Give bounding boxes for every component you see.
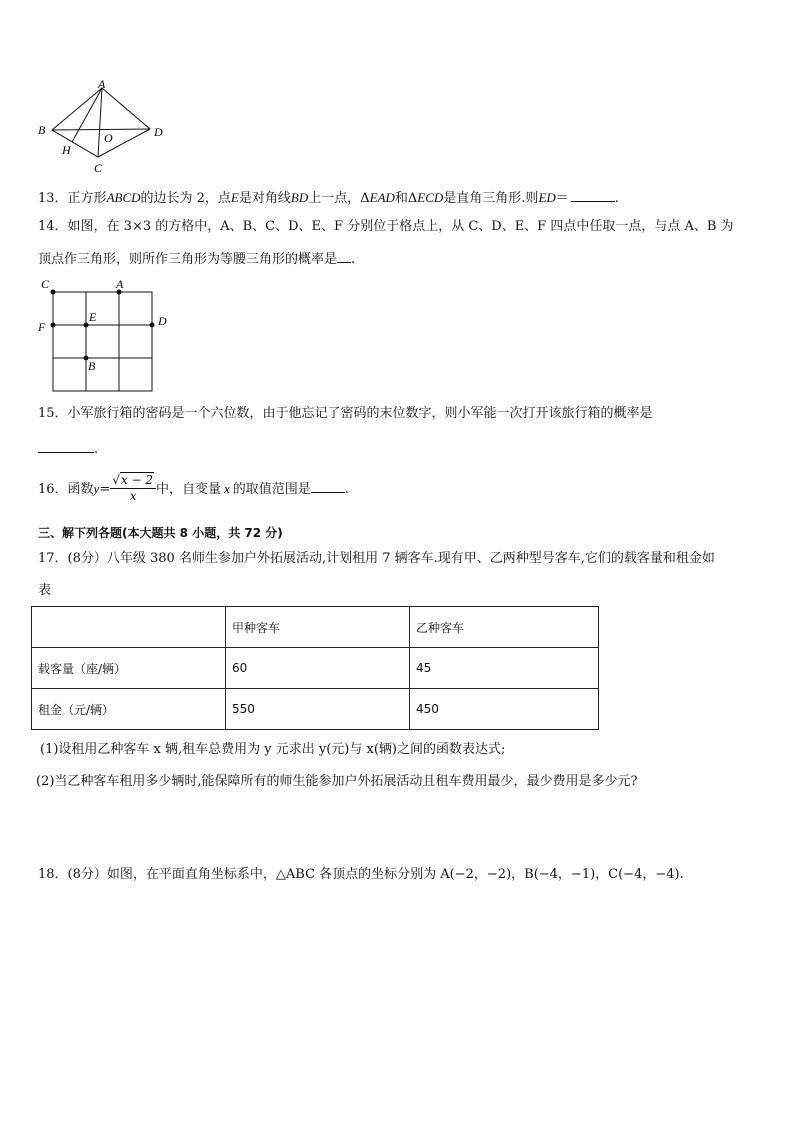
q16-text: 16．函数 <box>38 482 94 497</box>
q13-text: 和Δ <box>394 191 418 206</box>
point-f <box>51 323 56 328</box>
q13-var-e: E <box>230 190 239 205</box>
q13-var-bd: BD <box>290 190 309 205</box>
q13-var-ead: EAD <box>369 190 395 205</box>
grid-outline <box>53 292 152 391</box>
table-cell <box>32 607 226 648</box>
label-e: E <box>89 310 97 324</box>
q16-equals: = <box>99 482 111 497</box>
table-cell: 450 <box>410 689 599 730</box>
grid-figure <box>34 278 174 394</box>
table-row <box>32 648 599 689</box>
answer-blank[interactable] <box>337 248 351 263</box>
table-row <box>32 689 599 730</box>
table-cell: 60 <box>226 648 410 689</box>
q13-text: 是对角线 <box>238 191 291 206</box>
label-o: O <box>104 131 113 145</box>
q14-text: 顶点作三角形，则所作三角形为等腰三角形的概率是 <box>38 252 338 267</box>
sqrt-icon: √ <box>112 472 120 487</box>
label-a: A <box>98 78 106 91</box>
answer-blank[interactable] <box>311 478 345 493</box>
question-16 <box>38 474 349 505</box>
q13-var-abcd: ABCD <box>106 190 141 205</box>
label-b: B <box>38 123 46 137</box>
table-cell: 甲种客车 <box>226 607 410 648</box>
q16-denominator: x <box>129 488 137 503</box>
q13-end: . <box>614 191 619 206</box>
label-b: B <box>88 359 96 373</box>
diagonal-ac <box>98 88 102 157</box>
label-d: D <box>158 314 167 328</box>
q13-text: 是直角三角形.则 <box>443 191 539 206</box>
q16-end: . <box>344 482 349 497</box>
table-cell: 租金（元/辆） <box>32 689 226 730</box>
label-f: F <box>38 320 46 334</box>
diagonal-bd <box>52 129 150 130</box>
question-14-line-2 <box>38 248 355 269</box>
q16-var-x: x <box>224 481 230 496</box>
q13-var-ecd: ECD <box>417 190 444 205</box>
q14-end: . <box>351 252 356 267</box>
q13-number: 13． <box>38 191 68 206</box>
question-17-part-2: (2)当乙种客车租用多少辆时,能保障所有的师生能参加户外拓展活动且租车费用最少，最少费用是多少元? <box>36 774 638 789</box>
label-d: D <box>154 125 163 139</box>
label-a: A <box>116 278 124 291</box>
point-c <box>51 290 56 295</box>
label-c: C <box>94 161 103 175</box>
table-cell: 乙种客车 <box>410 607 599 648</box>
bus-table <box>31 606 599 730</box>
table-cell: 550 <box>226 689 410 730</box>
q16-text: 中，自变量 <box>155 482 221 497</box>
point-d <box>150 323 155 328</box>
question-14-line-1: 14．如图，在 3×3 的方格中，A、B、C、D、E、F 分别位于格点上，从 C、D、E、F 四点中任取一点，与点 A、B 为 <box>38 219 734 234</box>
table-cell: 45 <box>410 648 599 689</box>
q13-var-ed: ED <box>538 190 556 205</box>
point-e <box>84 323 89 328</box>
question-15-line-1: 15．小军旅行箱的密码是一个六位数，由于他忘记了密码的末位数字，则小军能一次打开该旅行箱的概率是 <box>38 406 653 421</box>
q16-var-y: y <box>93 481 100 496</box>
answer-blank[interactable] <box>571 187 615 202</box>
table-header-row <box>32 607 599 648</box>
question-15-line-2 <box>38 438 98 459</box>
rhombus-figure <box>34 78 174 176</box>
question-17-part-1: (1)设租用乙种客车 x 辆,租车总费用为 y 元求出 y(元)与 x(辆)之间的函数表达式; <box>40 742 506 757</box>
q13-text: 正方形 <box>67 191 107 206</box>
table-cell: 载客量（座/辆） <box>32 648 226 689</box>
q13-text: 的边长为 2，点 <box>140 191 231 206</box>
q13-text: ＝ <box>555 191 569 206</box>
section-3-heading: 三、解下列各题(本大题共 8 小题，共 72 分) <box>38 526 283 540</box>
q16-text: 的取值范围是 <box>232 482 311 497</box>
question-17-line-2: 表 <box>38 583 52 598</box>
q13-text: 上一点，Δ <box>308 191 370 206</box>
question-17-line-1: 17．(8分）八年级 380 名师生参加户外拓展活动,计划租用 7 辆客车.现有甲、乙两种型号客车,它们的载客量和租金如 <box>38 551 715 566</box>
answer-blank[interactable] <box>38 438 94 453</box>
q15-end: . <box>94 442 99 457</box>
segment-ah <box>72 88 102 142</box>
q16-fraction <box>110 473 156 503</box>
q16-numerator: x − 2 <box>120 472 153 487</box>
question-13 <box>38 187 619 208</box>
label-c: C <box>41 278 50 291</box>
label-h: H <box>62 143 71 157</box>
question-18: 18．(8分）如图，在平面直角坐标系中，△ABC 各顶点的坐标分别为 A(−2，−2)，B(−4，−1)，C(−4，−4). <box>38 867 684 882</box>
